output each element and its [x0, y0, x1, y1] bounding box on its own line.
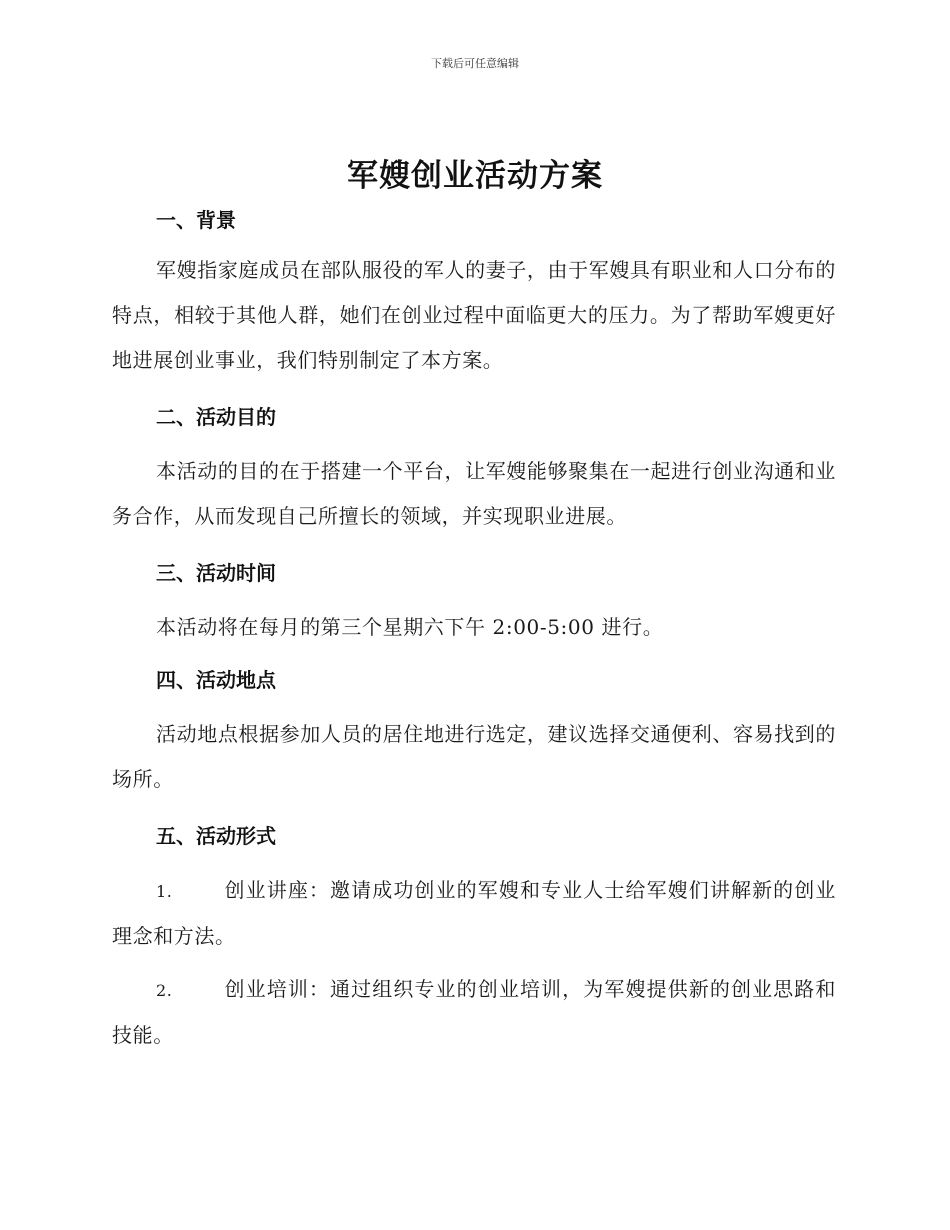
- section-heading-location: 四、活动地点: [156, 668, 276, 692]
- list-item: [112, 967, 836, 1058]
- section-text-location: 活动地点根据参加人员的居住地进行选定，建议选择交通便利、容易找到的场所。: [112, 722, 836, 791]
- section-heading-time: 三、活动时间: [156, 561, 276, 585]
- document-body: [112, 200, 836, 1058]
- header-note: 下载后可任意编辑: [431, 57, 519, 70]
- document-title: 军嫂创业活动方案: [347, 158, 603, 194]
- list-item: [112, 868, 836, 959]
- section-text-time: 本活动将在每月的第三个星期六下午 2:00-5:00 进行。: [156, 615, 664, 639]
- section-text-purpose: 本活动的目的在于搭建一个平台，让军嫂能够聚集在一起进行创业沟通和业务合作，从而发现自己所擅长的领域，并实现职业进展。: [112, 459, 836, 528]
- list-item-text: 创业讲座：邀请成功创业的军嫂和专业人士给军嫂们讲解新的创业理念和方法。: [112, 878, 836, 948]
- section-heading-purpose: 二、活动目的: [156, 405, 276, 429]
- list-item-number: 2.: [156, 981, 173, 1000]
- section-heading-format: 五、活动形式: [156, 824, 276, 848]
- section-text-background: 军嫂指家庭成员在部队服役的军人的妻子，由于军嫂具有职业和人口分布的特点，相较于其他人群，她们在创业过程中面临更大的压力。为了帮助军嫂更好地进展创业事业，我们特别制定了本方案。: [112, 258, 836, 372]
- section-heading-background: 一、背景: [156, 208, 236, 232]
- list-item-number: 1.: [156, 882, 173, 901]
- list-item-text: 创业培训：通过组织专业的创业培训，为军嫂提供新的创业思路和技能。: [112, 977, 836, 1047]
